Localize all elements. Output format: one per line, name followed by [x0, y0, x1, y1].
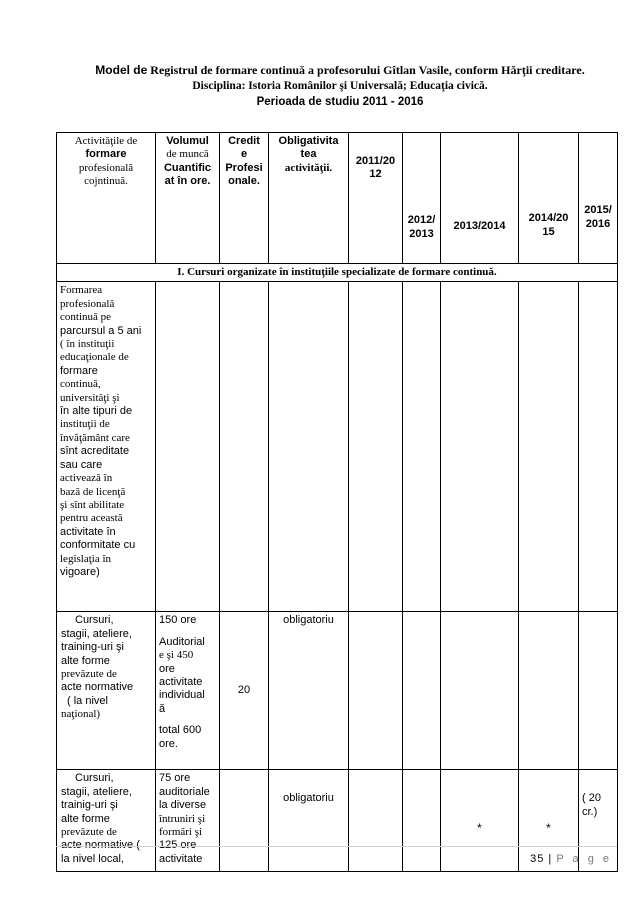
col-2014-2015: 2014/20 15 [519, 133, 579, 264]
col-obligativity: Obligativita tea activităţii. [269, 133, 349, 264]
volume-cell: 75 ore auditoriale la diverse întruniri şi formări şi 125 ore activitate [156, 770, 220, 872]
activity-cell: Cursuri, stagii, ateliere, training-uri şi alte forme prevăzute de acte normative ( la nivel naţional) [57, 612, 156, 770]
credits-cell: 20 [220, 612, 269, 770]
activity-cell: Cursuri, stagii, ateliere, trainig-uri şi alte forme prevăzute de acte normative ( la nivel local, [57, 770, 156, 872]
credits-2015-2016: ( 20 cr.) [579, 770, 618, 872]
volume-cell: 150 ore Auditorial e şi 450 ore activitate individual ă total 600 ore. [156, 612, 220, 770]
col-2013-2014: 2013/2014 [441, 133, 519, 264]
table-row [57, 282, 618, 612]
document-header [40, 62, 638, 110]
mark-2014-2015: * [519, 770, 579, 872]
header-line-1 [40, 62, 638, 78]
header-title: Registrul de formare continuă a profesorului Gîtlan Vasile, conform Hărţii creditare. [147, 63, 585, 77]
header-discipline: Disciplina: Istoria Românilor şi Universală; Educaţia civică. [192, 80, 488, 92]
page-number: 35 | P a g e [530, 853, 612, 865]
table-row [57, 612, 618, 770]
footer-rule [56, 846, 617, 847]
header-lead: Model de [95, 63, 148, 77]
col-activities: Activităţile de formare profesională cojntinuă. [57, 133, 156, 264]
col-volume: Volumul de muncă Cuantific at în ore. [156, 133, 220, 264]
mark-2013-2014: * [441, 770, 519, 872]
col-2015-2016: 2015/ 2016 [579, 133, 618, 264]
activity-cell: Formarea profesională continuă pe parcursul a 5 ani ( în instituţii educaţionale de formare continuă, universităţi şi în alte tipuri de instituţii de învăţământ care sînt acreditate sau care activează în bază de licenţă şi sînt abilitate pentru această activitate în conformitate cu legislaţia în vigoare) [57, 282, 156, 612]
obligativity-cell: obligatoriu [269, 612, 349, 770]
obligativity-cell: obligatoriu [269, 770, 349, 872]
col-2012-2013: 2012/ 2013 [403, 133, 441, 264]
column-header-row [57, 133, 618, 264]
section-heading-row [57, 264, 618, 282]
header-period: Perioada de studiu 2011 - 2016 [256, 96, 424, 108]
col-credits: Credit e Profesi onale. [220, 133, 269, 264]
training-register-table [56, 132, 618, 872]
col-2011-2012: 2011/20 12 [349, 133, 403, 264]
section-title: I. Cursuri organizate în instituţiile specializate de formare continuă. [57, 264, 618, 282]
